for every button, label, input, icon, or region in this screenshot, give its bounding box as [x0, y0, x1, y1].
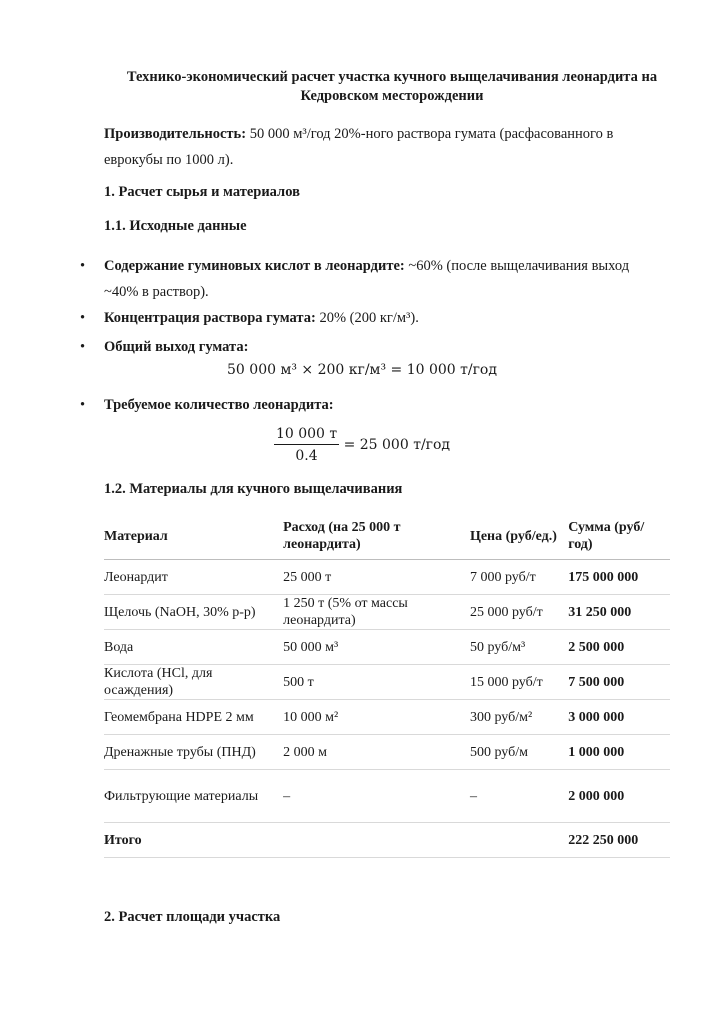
cell-material: Геомембрана HDPE 2 мм [104, 700, 283, 735]
bullet-label: Концентрация раствора гумата: [104, 310, 316, 326]
cell-consumption: 10 000 м² [283, 700, 470, 735]
column-header-material: Материал [104, 513, 283, 560]
cell-empty [470, 823, 568, 858]
cell-empty [283, 823, 470, 858]
bullet-text: ~60% (после выщелачивания выход ~40% в раствор). [104, 258, 630, 300]
section-2-heading: 2. Расчет площади участка [104, 909, 281, 925]
cell-sum: 3 000 000 [568, 700, 670, 735]
cell-sum: 2 500 000 [568, 630, 670, 665]
bullet-icon: • [80, 339, 86, 355]
section-1-2-heading: 1.2. Материалы для кучного выщелачивания [104, 481, 403, 497]
table-row [104, 665, 670, 700]
cell-consumption: 50 000 м³ [283, 630, 470, 665]
productivity-text: 50 000 м³/год 20%-ного раствора гумата (расфасованного в еврокубы по 1000 л). [104, 126, 614, 168]
bullet-label: Содержание гуминовых кислот в леонардите: [104, 258, 405, 274]
fraction-denominator: 0.4 [295, 448, 318, 464]
cell-price: 7 000 руб/т [470, 560, 568, 595]
productivity-label: Производительность: [104, 126, 247, 142]
cell-consumption: 25 000 т [283, 560, 470, 595]
table-header-row [104, 513, 670, 560]
table-row [104, 630, 670, 665]
cell-material: Кислота (HCl, для осаждения) [104, 665, 283, 700]
cell-material: Фильтрующие материалы [104, 770, 283, 823]
cell-price: 500 руб/м [470, 735, 568, 770]
bullet-icon: • [80, 258, 86, 274]
bullet-icon: • [80, 397, 86, 413]
total-label: Итого [104, 823, 283, 858]
bullet-label: Общий выход гумата: [104, 339, 249, 355]
column-header-sum: Сумма (руб/год) [568, 513, 670, 560]
materials-table [104, 513, 670, 858]
total-value: 222 250 000 [568, 823, 670, 858]
productivity-paragraph [104, 121, 664, 173]
section-1-heading: 1. Расчет сырья и материалов [104, 184, 300, 200]
cell-sum: 1 000 000 [568, 735, 670, 770]
cell-price: – [470, 770, 568, 823]
cell-price: 15 000 руб/т [470, 665, 568, 700]
fraction [274, 426, 339, 464]
cell-material: Щелочь (NaOH, 30% р-р) [104, 595, 283, 630]
document-title: Технико-экономический расчет участка кучного выщелачивания леонардита на Кедровском месторождении [126, 69, 658, 104]
table-row [104, 560, 670, 595]
cell-price: 50 руб/м³ [470, 630, 568, 665]
formula-total-yield: 50 000 м³ × 200 кг/м³ = 10 000 т/год [227, 362, 497, 378]
table-row [104, 595, 670, 630]
column-header-consumption: Расход (на 25 000 т леонардита) [283, 513, 470, 560]
cell-sum: 175 000 000 [568, 560, 670, 595]
bullet-icon: • [80, 310, 86, 326]
section-1-1-heading: 1.1. Исходные данные [104, 218, 247, 234]
bullet-label: Требуемое количество леонардита: [104, 397, 334, 413]
cell-consumption: 500 т [283, 665, 470, 700]
table-total-row [104, 823, 670, 858]
fraction-result: = 25 000 т/год [343, 437, 451, 453]
formula-required-leonardite [0, 426, 724, 464]
table-row [104, 700, 670, 735]
cell-material: Дренажные трубы (ПНД) [104, 735, 283, 770]
table-row [104, 770, 670, 823]
column-header-price: Цена (руб/ед.) [470, 513, 568, 560]
cell-consumption: – [283, 770, 470, 823]
cell-material: Леонардит [104, 560, 283, 595]
cell-price: 300 руб/м² [470, 700, 568, 735]
table-row [104, 735, 670, 770]
cell-consumption: 1 250 т (5% от массы леонардита) [283, 595, 470, 630]
cell-sum: 2 000 000 [568, 770, 670, 823]
cell-sum: 31 250 000 [568, 595, 670, 630]
cell-consumption: 2 000 м [283, 735, 470, 770]
fraction-numerator: 10 000 т [274, 426, 339, 445]
cell-material: Вода [104, 630, 283, 665]
cell-sum: 7 500 000 [568, 665, 670, 700]
bullet-text: 20% (200 кг/м³). [315, 310, 419, 326]
cell-price: 25 000 руб/т [470, 595, 568, 630]
